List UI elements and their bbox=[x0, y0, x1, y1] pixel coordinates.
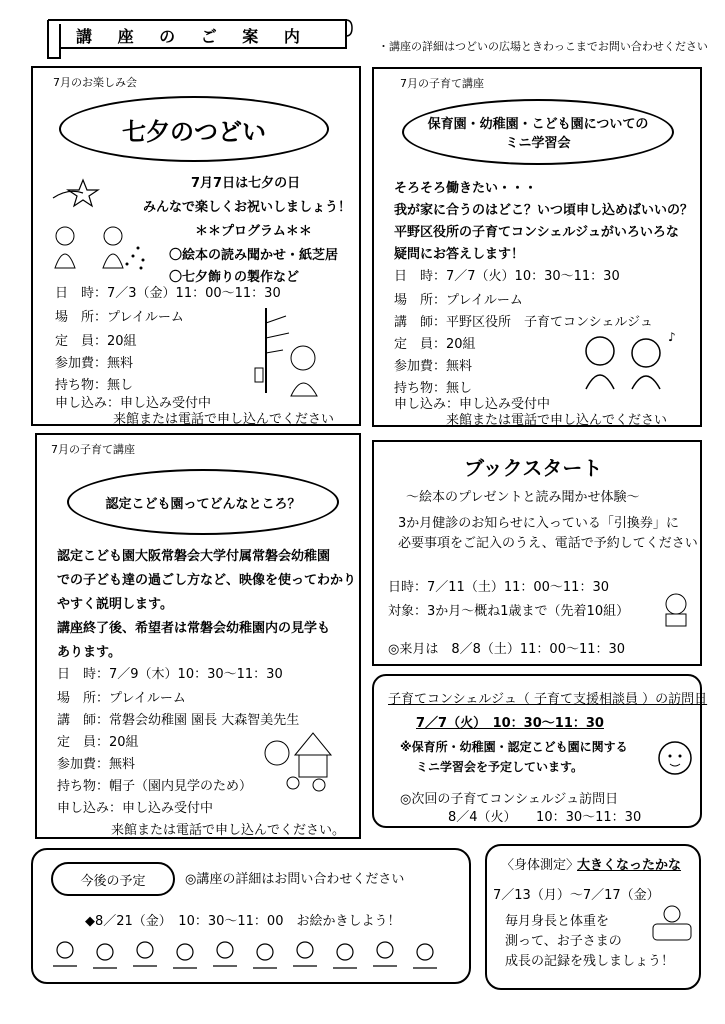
intro-line: 講座終了後、希望者は常磐会幼稚園内の見学も bbox=[57, 621, 331, 636]
header-note: ・講座の詳細はつどいの広場ときわっこまでお問い合わせください bbox=[378, 40, 708, 53]
intro-line: 〇七夕飾りの製作など bbox=[169, 270, 300, 285]
detail-capacity: 定 員：20組 bbox=[55, 334, 137, 349]
page-title: 講 座 の ご 案 内 bbox=[76, 27, 310, 46]
intro-line: 我が家に合うのはどこ？いつ頃申し込めばいいの？ bbox=[394, 203, 694, 218]
bookstart-next: ◎来月は 8／8（土）11：00～11：30 bbox=[388, 642, 626, 657]
kindergarten-illustration bbox=[263, 725, 343, 795]
concierge-title: 子育てコンシェルジュ（ 子育て支援相談員 ）の訪問日 bbox=[388, 692, 708, 707]
intro-line: 〇絵本の読み聞かせ・紙芝居 bbox=[169, 248, 339, 263]
upcoming-section bbox=[31, 848, 471, 984]
concierge-date: 7／7（火） 10：30～11：30 bbox=[416, 716, 604, 731]
bookstart-desc: 3か月健診のお知らせに入っている「引換券」に bbox=[398, 516, 679, 531]
measure-title: 大きくなったかな bbox=[577, 858, 682, 873]
intro-line: みんなで楽しくお祝いしましょう！ bbox=[143, 200, 352, 215]
detail-fee: 参加費：無料 bbox=[55, 356, 134, 371]
concierge-section bbox=[372, 674, 708, 828]
upcoming-note: ◎講座の詳細はお問い合わせください bbox=[185, 872, 405, 887]
bookstart-date: 日時：7／11（土）11：00～11：30 bbox=[388, 580, 609, 595]
intro-line: 7月7日は七夕の日 bbox=[191, 176, 301, 191]
detail-bring: 持ち物：帽子（園内見学のため） bbox=[57, 779, 253, 794]
detail-bring: 持ち物：無し bbox=[394, 381, 473, 396]
section-label: 7月のお楽しみ会 bbox=[53, 76, 137, 89]
detail-apply: 申し込み：申し込み受付中 bbox=[57, 801, 214, 816]
detail-date: 日 時：7／7（火）10：30～11：30 bbox=[394, 269, 620, 284]
upcoming-badge bbox=[51, 862, 175, 896]
detail-place: 場 所：プレイルーム bbox=[55, 310, 184, 325]
baby-reading-illustration bbox=[656, 590, 696, 630]
intro-line: 平野区役所の子育てコンシェルジュがいろいろな bbox=[394, 225, 679, 240]
detail-place: 場 所：プレイルーム bbox=[57, 691, 186, 706]
intro-line: あります。 bbox=[57, 645, 121, 660]
detail-fee: 参加費：無料 bbox=[394, 359, 473, 374]
measure-desc: 成長の記録を残しましょう！ bbox=[505, 954, 675, 969]
event-title-text: 認定こども園ってどんなところ？ bbox=[105, 496, 301, 512]
intro-line: 認定こども園大阪常磐会大学付属常磐会幼稚園 bbox=[57, 549, 331, 564]
upcoming-item: ◆8／21（金） 10：30～11：00 お絵かきしよう！ bbox=[85, 914, 401, 929]
intro-line: 疑問にお答えします！ bbox=[394, 247, 525, 262]
event-title-line2: ミニ学習会 bbox=[505, 136, 571, 151]
detail-apply-note: 来館または電話で申し込んでください bbox=[446, 413, 668, 428]
tanabata-illustration bbox=[43, 168, 153, 278]
scale-illustration bbox=[647, 904, 697, 944]
mini-study-section bbox=[372, 67, 702, 427]
intro-line: そろそろ働きたい・・・ bbox=[394, 181, 538, 196]
measure-desc: 毎月身長と体重を bbox=[505, 914, 610, 929]
upcoming-badge-text: 今後の予定 bbox=[80, 873, 146, 889]
measure-desc: 測って、お子さまの bbox=[505, 934, 622, 949]
event-title-text: 七夕のつどい bbox=[122, 117, 266, 146]
detail-place: 場 所：プレイルーム bbox=[394, 293, 523, 308]
detail-date: 日 時：7／3（金）11：00～11：30 bbox=[55, 286, 281, 301]
intro-line: やすく説明します。 bbox=[57, 597, 173, 612]
event-title bbox=[402, 99, 674, 165]
intro-line: ＊＊プログラム＊＊ bbox=[195, 224, 312, 239]
detail-lecturer: 講 師：平野区役所 子育てコンシェルジュ bbox=[394, 315, 653, 330]
detail-apply: 申し込み：申し込み受付中 bbox=[394, 397, 551, 412]
bookstart-target: 対象：3か月～概ね1歳まで（先着10組） bbox=[388, 604, 630, 619]
detail-capacity: 定 員：20組 bbox=[57, 735, 139, 750]
bookstart-section bbox=[372, 440, 702, 666]
concierge-note: ※保育所・幼稚園・認定こども園に関する bbox=[400, 740, 628, 754]
concierge-next-label: ◎次回の子育てコンシェルジュ訪問日 bbox=[400, 792, 619, 807]
detail-lecturer: 講 師：常磐会幼稚園 園長 大森智美先生 bbox=[57, 713, 300, 728]
detail-apply: 申し込み：申し込み受付中 bbox=[55, 396, 212, 411]
detail-bring: 持ち物：無し bbox=[55, 378, 134, 393]
detail-fee: 参加費：無料 bbox=[57, 757, 136, 772]
tanabata-section bbox=[31, 66, 361, 426]
detail-apply-note: 来館または電話で申し込んでください bbox=[113, 412, 335, 427]
children-border-illustration bbox=[49, 936, 449, 972]
intro-line: での子ども達の過ごし方など、映像を使ってわかり bbox=[57, 573, 357, 588]
measure-date: 7／13（月）～7／17（金） bbox=[493, 888, 660, 903]
svg-text:♪: ♪ bbox=[668, 330, 676, 344]
detail-date: 日 時：7／9（木）10：30～11：30 bbox=[57, 667, 283, 682]
concierge-note: ミニ学習会を予定しています。 bbox=[416, 760, 584, 774]
baby-illustration bbox=[650, 736, 700, 786]
concierge-next-date: 8／4（火） 10：30～11：30 bbox=[448, 810, 642, 825]
detail-apply-note: 来館または電話で申し込んでください。 bbox=[111, 823, 346, 838]
event-title-line1: 保育園・幼稚園・こども園についての bbox=[427, 117, 649, 132]
bamboo-child-illustration bbox=[251, 308, 331, 398]
detail-capacity: 定 員：20組 bbox=[394, 337, 476, 352]
event-title bbox=[67, 469, 339, 535]
bookstart-subtitle: ～絵本のプレゼントと読み聞かせ体験～ bbox=[406, 490, 640, 505]
bookstart-title: ブックスタート bbox=[464, 456, 603, 480]
kids-illustration bbox=[578, 331, 688, 391]
section-label: 7月の子育て講座 bbox=[51, 443, 135, 456]
event-title bbox=[59, 96, 329, 162]
section-label: 7月の子育て講座 bbox=[400, 77, 484, 90]
nintei-section bbox=[35, 433, 361, 839]
measure-label: 〈身体測定〉 bbox=[501, 858, 580, 873]
header-banner bbox=[40, 14, 352, 60]
bookstart-desc: 必要事項をご記入のうえ、電話で予約してください bbox=[398, 536, 698, 551]
measure-section bbox=[485, 844, 701, 990]
